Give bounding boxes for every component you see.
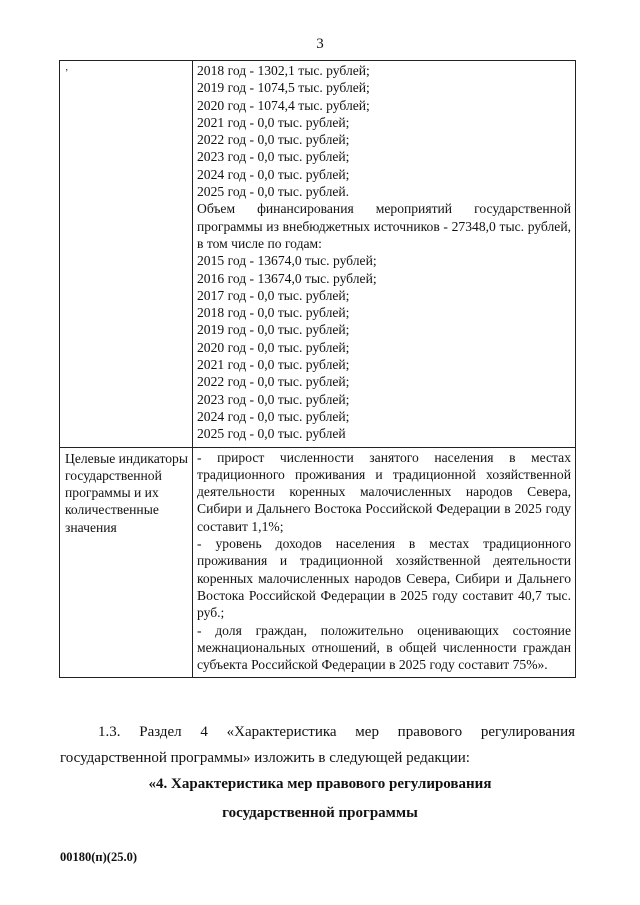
financing-line: 2018 год - 1302,1 тыс. рублей; <box>197 63 370 78</box>
financing-line: 2023 год - 0,0 тыс. рублей; <box>197 149 350 165</box>
indicator-item: - прирост численности занятого населения в местах традиционного проживания и традиционной хозяйственной деятельности коренных малочисленных народов Севера, Сибири и Дальнего Востока Российской Федерации в 2025 году составит 1,1%; <box>197 449 571 534</box>
extrabudget-line: 2023 год - 0,0 тыс. рублей; <box>197 391 350 407</box>
financing-line: 2025 год - 0,0 тыс. рублей. <box>197 184 350 200</box>
indicator-item: - уровень доходов населения в местах традиционного проживания и традиционной хозяйственной деятельности коренных малочисленных народов Севера, Сибири и Дальнего Востока Российской Федерации в 2025 году составит 40,7 тыс. руб.; <box>197 536 571 621</box>
financing-line: 2022 год - 0,0 тыс. рублей; <box>197 132 350 148</box>
amendment-paragraph: 1.3. Раздел 4 «Характеристика мер правового регулирования государственной программы» изложить в следующей редакции: <box>60 724 575 766</box>
page-number: 3 <box>316 36 324 52</box>
extrabudget-line: 2017 год - 0,0 тыс. рублей; <box>197 287 350 303</box>
extrabudget-paragraph: Объем финансирования мероприятий государственной программы из внебюджетных источников - 27348,0 тыс. рублей, в том числе по годам: <box>197 201 571 251</box>
section-heading-line1: «4. Характеристика мер правового регулирования <box>148 776 492 792</box>
financing-line: 2020 год - 1074,4 тыс. рублей; <box>197 97 370 113</box>
table-cell-indicators <box>193 447 576 678</box>
extrabudget-line: 2021 год - 0,0 тыс. рублей; <box>197 357 350 373</box>
extrabudget-line: 2020 год - 0,0 тыс. рублей; <box>197 339 350 355</box>
extrabudget-line: 2022 год - 0,0 тыс. рублей; <box>197 374 350 390</box>
extrabudget-line: 2016 год - 13674,0 тыс. рублей; <box>197 270 377 286</box>
table-cell-financing <box>193 61 576 448</box>
table-row-indicators <box>60 447 576 678</box>
financing-line: 2019 год - 1074,5 тыс. рублей; <box>197 80 370 96</box>
financing-line: 2024 год - 0,0 тыс. рублей; <box>197 166 350 182</box>
extrabudget-line: 2018 год - 0,0 тыс. рублей; <box>197 305 350 321</box>
extrabudget-line: 2019 год - 0,0 тыс. рублей; <box>197 322 350 338</box>
margin-mark: ’ <box>65 68 69 79</box>
table-cell-left-empty <box>60 61 193 448</box>
extrabudget-line: 2025 год - 0,0 тыс. рублей <box>197 426 346 442</box>
indicator-item: - доля граждан, положительно оценивающих состояние межнациональных отношений, в общей численности граждан субъекта Российской Федерации в 2025 году составит 75%». <box>197 622 571 673</box>
indicators-label: Целевые индикаторы государственной программы и их количественные значения <box>60 447 193 678</box>
extrabudget-line: 2024 год - 0,0 тыс. рублей; <box>197 408 350 424</box>
financing-line: 2021 год - 0,0 тыс. рублей; <box>197 114 350 130</box>
section-heading-line2: государственной программы <box>222 805 418 821</box>
program-passport-table <box>59 60 576 678</box>
extrabudget-line: 2015 год - 13674,0 тыс. рублей; <box>197 253 377 269</box>
document-code: 00180(п)(25.0) <box>60 850 137 864</box>
table-row-financing <box>60 61 576 448</box>
